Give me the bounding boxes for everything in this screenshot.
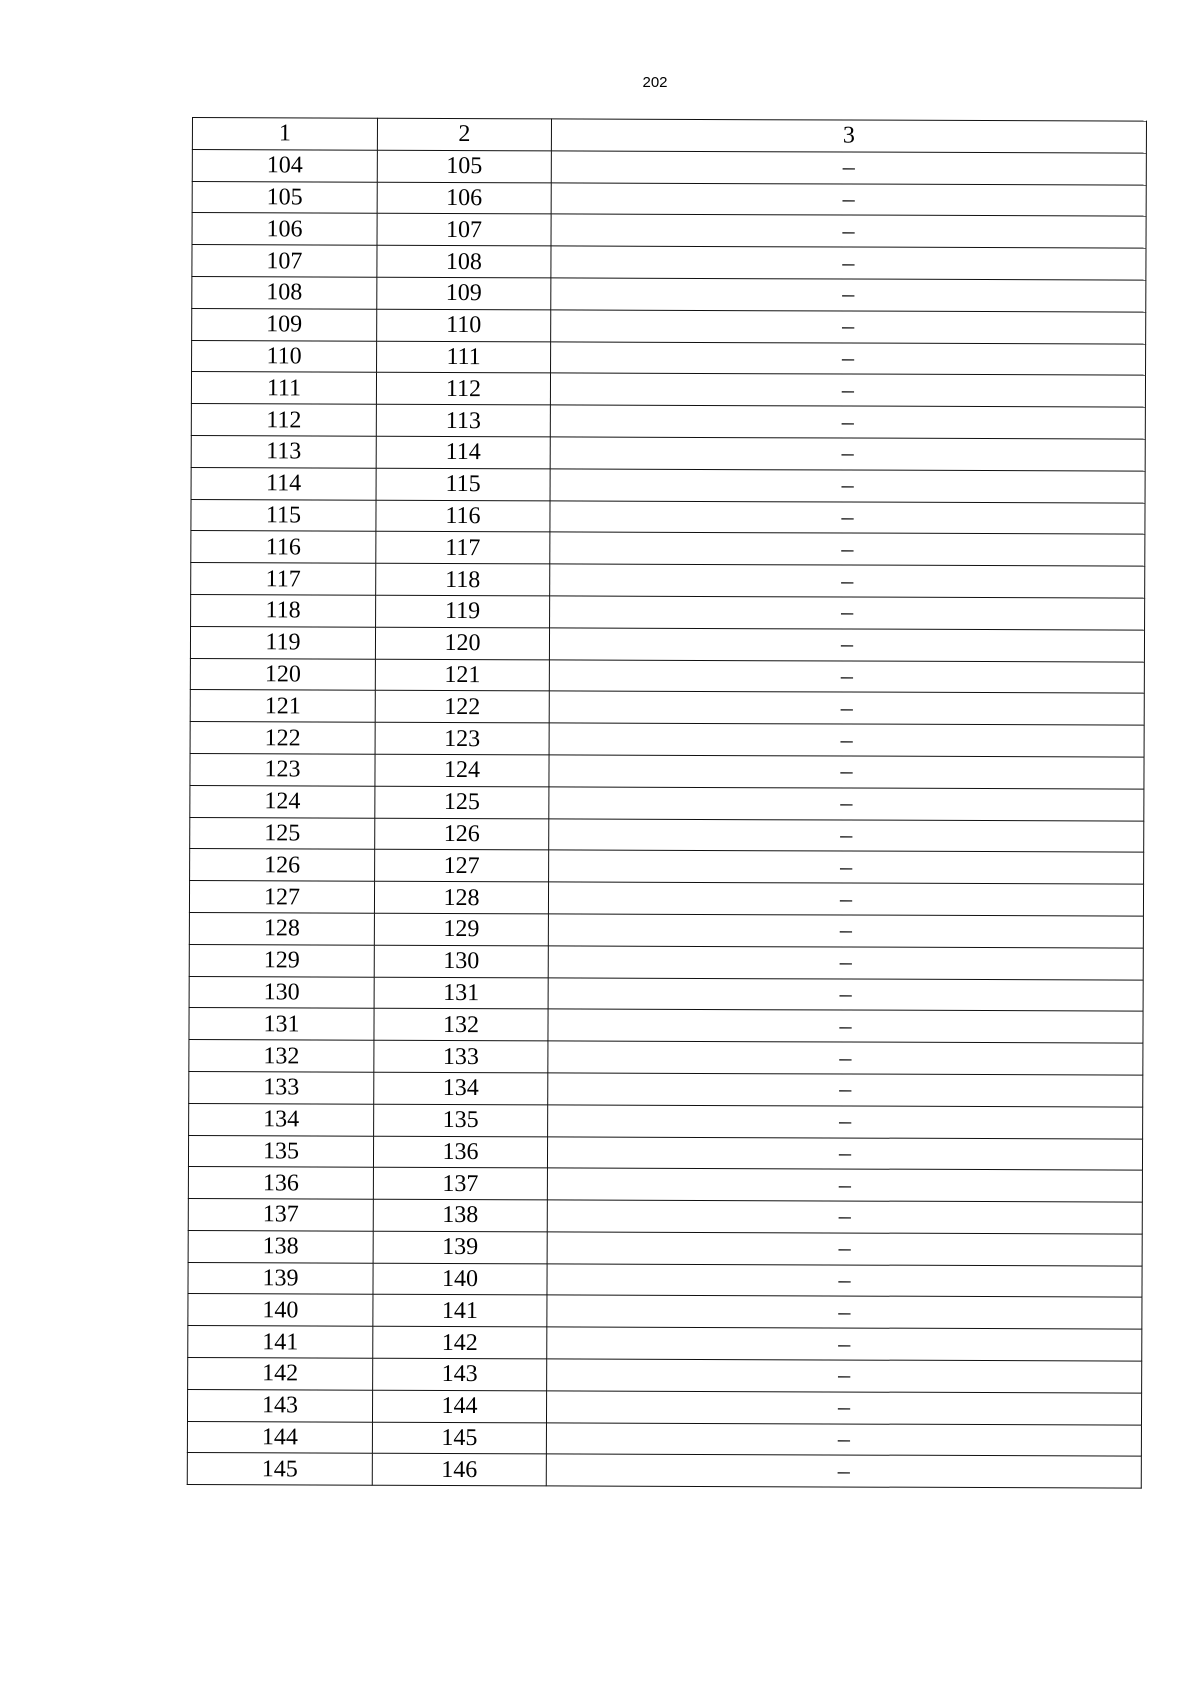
table-cell-col-1: 131	[189, 1008, 374, 1041]
table-cell-col-2: 137	[373, 1168, 547, 1200]
table-cell-col-1: 116	[191, 531, 376, 564]
table-cell-col-2: 105	[377, 150, 551, 182]
table-cell-col-1: 145	[187, 1453, 372, 1486]
table-row	[191, 563, 1145, 598]
table-cell-col-2: 130	[374, 945, 548, 977]
table-row	[190, 849, 1144, 884]
table-cell-col-2: 136	[373, 1136, 547, 1168]
table-cell-col-3: –	[547, 1295, 1142, 1329]
table-cell-col-1: 108	[192, 276, 377, 309]
table-cell-col-2: 121	[375, 659, 549, 691]
table-row	[187, 1389, 1141, 1424]
table-cell-col-1: 138	[188, 1230, 373, 1263]
table-cell-col-1: 126	[190, 849, 375, 882]
table-cell-col-1: 121	[190, 690, 375, 723]
table-cell-col-3: –	[548, 1073, 1143, 1107]
table-cell-col-1: 128	[189, 912, 374, 945]
table-cell-col-3: –	[550, 373, 1145, 407]
table-row	[191, 404, 1145, 439]
table-cell-col-3: –	[551, 246, 1146, 280]
table-row	[192, 308, 1146, 343]
table-cell-col-2: 142	[373, 1326, 547, 1358]
table-cell-col-1: 132	[189, 1040, 374, 1073]
table-cell-col-1: 106	[192, 213, 377, 246]
table-row	[190, 785, 1144, 820]
table-cell-col-3: –	[547, 1327, 1142, 1361]
table-row	[189, 881, 1143, 916]
table-cell-col-1: 111	[191, 372, 376, 405]
data-table	[187, 117, 1147, 1489]
table-row	[190, 817, 1144, 852]
table-row	[190, 626, 1144, 661]
table-cell-col-3: –	[548, 946, 1143, 980]
table-cell-col-1: 119	[190, 626, 375, 659]
table-cell-col-3: –	[548, 1041, 1143, 1075]
table-cell-col-1: 110	[192, 340, 377, 373]
table-cell-col-1: 113	[191, 435, 376, 468]
table-cell-col-3: –	[549, 818, 1144, 852]
table-header-row	[192, 118, 1146, 153]
table-cell-col-3: –	[547, 1232, 1142, 1266]
table-cell-col-3: –	[547, 1136, 1142, 1170]
table-cell-col-2: 131	[374, 977, 548, 1009]
table-cell-col-1: 127	[189, 881, 374, 914]
table-cell-col-2: 129	[374, 913, 548, 945]
table-cell-col-1: 136	[188, 1167, 373, 1200]
table-cell-col-3: –	[549, 787, 1144, 821]
table-cell-col-2: 146	[372, 1454, 546, 1486]
table-cell-col-1: 139	[188, 1262, 373, 1295]
table-cell-col-3: –	[548, 914, 1143, 948]
table-cell-col-1: 141	[188, 1326, 373, 1359]
table-row	[188, 1262, 1142, 1297]
table-cell-col-1: 143	[187, 1389, 372, 1422]
table-row	[192, 340, 1146, 375]
table-cell-col-1: 144	[187, 1421, 372, 1454]
table-cell-col-2: 117	[376, 532, 550, 564]
table-body	[187, 149, 1146, 1488]
column-header-2: 2	[377, 118, 551, 150]
table-cell-col-1: 118	[191, 594, 376, 627]
table-cell-col-2: 106	[377, 182, 551, 214]
table-cell-col-1: 120	[190, 658, 375, 691]
table-cell-col-3: –	[550, 500, 1145, 534]
table-cell-col-2: 120	[375, 627, 549, 659]
table-row	[191, 435, 1145, 470]
table-cell-col-2: 113	[376, 404, 550, 436]
table-cell-col-2: 115	[376, 468, 550, 500]
table-cell-col-3: –	[551, 310, 1146, 344]
table-row	[189, 1040, 1143, 1075]
table-container	[187, 117, 1147, 1489]
table-row	[189, 1103, 1143, 1138]
table-cell-col-3: –	[549, 850, 1144, 884]
table-cell-col-3: –	[549, 723, 1144, 757]
table-cell-col-2: 114	[376, 436, 550, 468]
table-cell-col-2: 118	[376, 563, 550, 595]
table-cell-col-3: –	[549, 628, 1144, 662]
table-row	[190, 690, 1144, 725]
table-cell-col-3: –	[548, 977, 1143, 1011]
table-row	[188, 1230, 1142, 1265]
table-cell-col-2: 133	[374, 1040, 548, 1072]
table-row	[188, 1358, 1142, 1393]
table-row	[189, 1008, 1143, 1043]
table-cell-col-3: –	[551, 151, 1146, 185]
table-cell-col-1: 115	[191, 499, 376, 532]
table-cell-col-3: –	[549, 691, 1144, 725]
table-row	[191, 594, 1145, 629]
table-row	[188, 1135, 1142, 1170]
table-cell-col-2: 144	[372, 1390, 546, 1422]
table-cell-col-3: –	[551, 214, 1146, 248]
table-row	[188, 1326, 1142, 1361]
table-cell-col-2: 128	[374, 881, 548, 913]
table-cell-col-1: 134	[189, 1103, 374, 1136]
table-row	[190, 722, 1144, 757]
table-cell-col-2: 145	[372, 1422, 546, 1454]
table-row	[187, 1421, 1141, 1456]
table-cell-col-2: 123	[375, 722, 549, 754]
column-header-1: 1	[192, 118, 377, 151]
table-cell-col-3: –	[548, 1105, 1143, 1139]
table-cell-col-1: 140	[188, 1294, 373, 1327]
table-cell-col-3: –	[550, 469, 1145, 503]
table-row	[192, 213, 1146, 248]
table-cell-col-2: 132	[374, 1009, 548, 1041]
table-cell-col-3: –	[549, 755, 1144, 789]
table-row	[187, 1453, 1141, 1488]
table-row	[190, 658, 1144, 693]
table-cell-col-1: 112	[191, 404, 376, 437]
table-cell-col-3: –	[546, 1391, 1141, 1425]
table-cell-col-1: 129	[189, 944, 374, 977]
table-cell-col-2: 116	[376, 500, 550, 532]
table-cell-col-1: 107	[192, 245, 377, 278]
table-row	[189, 912, 1143, 947]
table-cell-col-3: –	[551, 341, 1146, 375]
table-cell-col-3: –	[547, 1168, 1142, 1202]
table-row	[192, 276, 1146, 311]
page-number: 202	[642, 74, 668, 91]
table-cell-col-1: 124	[190, 785, 375, 818]
table-row	[189, 1071, 1143, 1106]
table-cell-col-1: 122	[190, 722, 375, 755]
table-cell-col-2: 119	[376, 595, 550, 627]
table-cell-col-1: 105	[192, 181, 377, 214]
table-row	[191, 531, 1145, 566]
table-cell-col-2: 143	[373, 1358, 547, 1390]
table-cell-col-1: 130	[189, 976, 374, 1009]
table-cell-col-3: –	[547, 1200, 1142, 1234]
table-cell-col-1: 117	[191, 563, 376, 596]
table-cell-col-3: –	[550, 564, 1145, 598]
table-row	[189, 944, 1143, 979]
table-cell-col-2: 111	[377, 341, 551, 373]
table-cell-col-1: 114	[191, 467, 376, 500]
table-cell-col-2: 124	[375, 754, 549, 786]
table-cell-col-1: 142	[188, 1358, 373, 1391]
table-row	[189, 976, 1143, 1011]
table-cell-col-2: 127	[375, 850, 549, 882]
table-cell-col-2: 140	[373, 1263, 547, 1295]
table-cell-col-3: –	[547, 1264, 1142, 1298]
table-cell-col-2: 112	[376, 373, 550, 405]
table-cell-col-2: 141	[373, 1295, 547, 1327]
table-row	[188, 1167, 1142, 1202]
table-cell-col-2: 134	[374, 1072, 548, 1104]
table-cell-col-3: –	[551, 278, 1146, 312]
table-cell-col-1: 104	[192, 149, 377, 182]
table-row	[191, 499, 1145, 534]
table-row	[190, 753, 1144, 788]
table-cell-col-3: –	[546, 1423, 1141, 1457]
table-cell-col-2: 126	[375, 818, 549, 850]
table-cell-col-3: –	[550, 596, 1145, 630]
table-cell-col-2: 135	[374, 1104, 548, 1136]
table-cell-col-2: 122	[375, 691, 549, 723]
table-row	[192, 181, 1146, 216]
table-row	[191, 467, 1145, 502]
table-cell-col-3: –	[550, 405, 1145, 439]
table-cell-col-3: –	[547, 1359, 1142, 1393]
table-cell-col-3: –	[546, 1454, 1141, 1488]
table-cell-col-2: 125	[375, 786, 549, 818]
table-cell-col-1: 125	[190, 817, 375, 850]
table-cell-col-3: –	[548, 1009, 1143, 1043]
table-row	[191, 372, 1145, 407]
table-row	[188, 1199, 1142, 1234]
table-cell-col-2: 109	[377, 277, 551, 309]
table-cell-col-1: 137	[188, 1199, 373, 1232]
table-cell-col-3: –	[549, 659, 1144, 693]
column-header-3: 3	[551, 119, 1146, 153]
table-cell-col-1: 109	[192, 308, 377, 341]
table-cell-col-1: 135	[188, 1135, 373, 1168]
table-row	[188, 1294, 1142, 1329]
table-cell-col-2: 107	[377, 214, 551, 246]
table-row	[192, 149, 1146, 184]
table-cell-col-3: –	[551, 182, 1146, 216]
table-cell-col-3: –	[550, 532, 1145, 566]
table-cell-col-1: 133	[189, 1071, 374, 1104]
table-cell-col-2: 108	[377, 245, 551, 277]
table-row	[192, 245, 1146, 280]
table-cell-col-2: 138	[373, 1199, 547, 1231]
table-cell-col-3: –	[548, 882, 1143, 916]
table-cell-col-3: –	[550, 437, 1145, 471]
table-cell-col-1: 123	[190, 753, 375, 786]
table-cell-col-2: 139	[373, 1231, 547, 1263]
table-cell-col-2: 110	[377, 309, 551, 341]
